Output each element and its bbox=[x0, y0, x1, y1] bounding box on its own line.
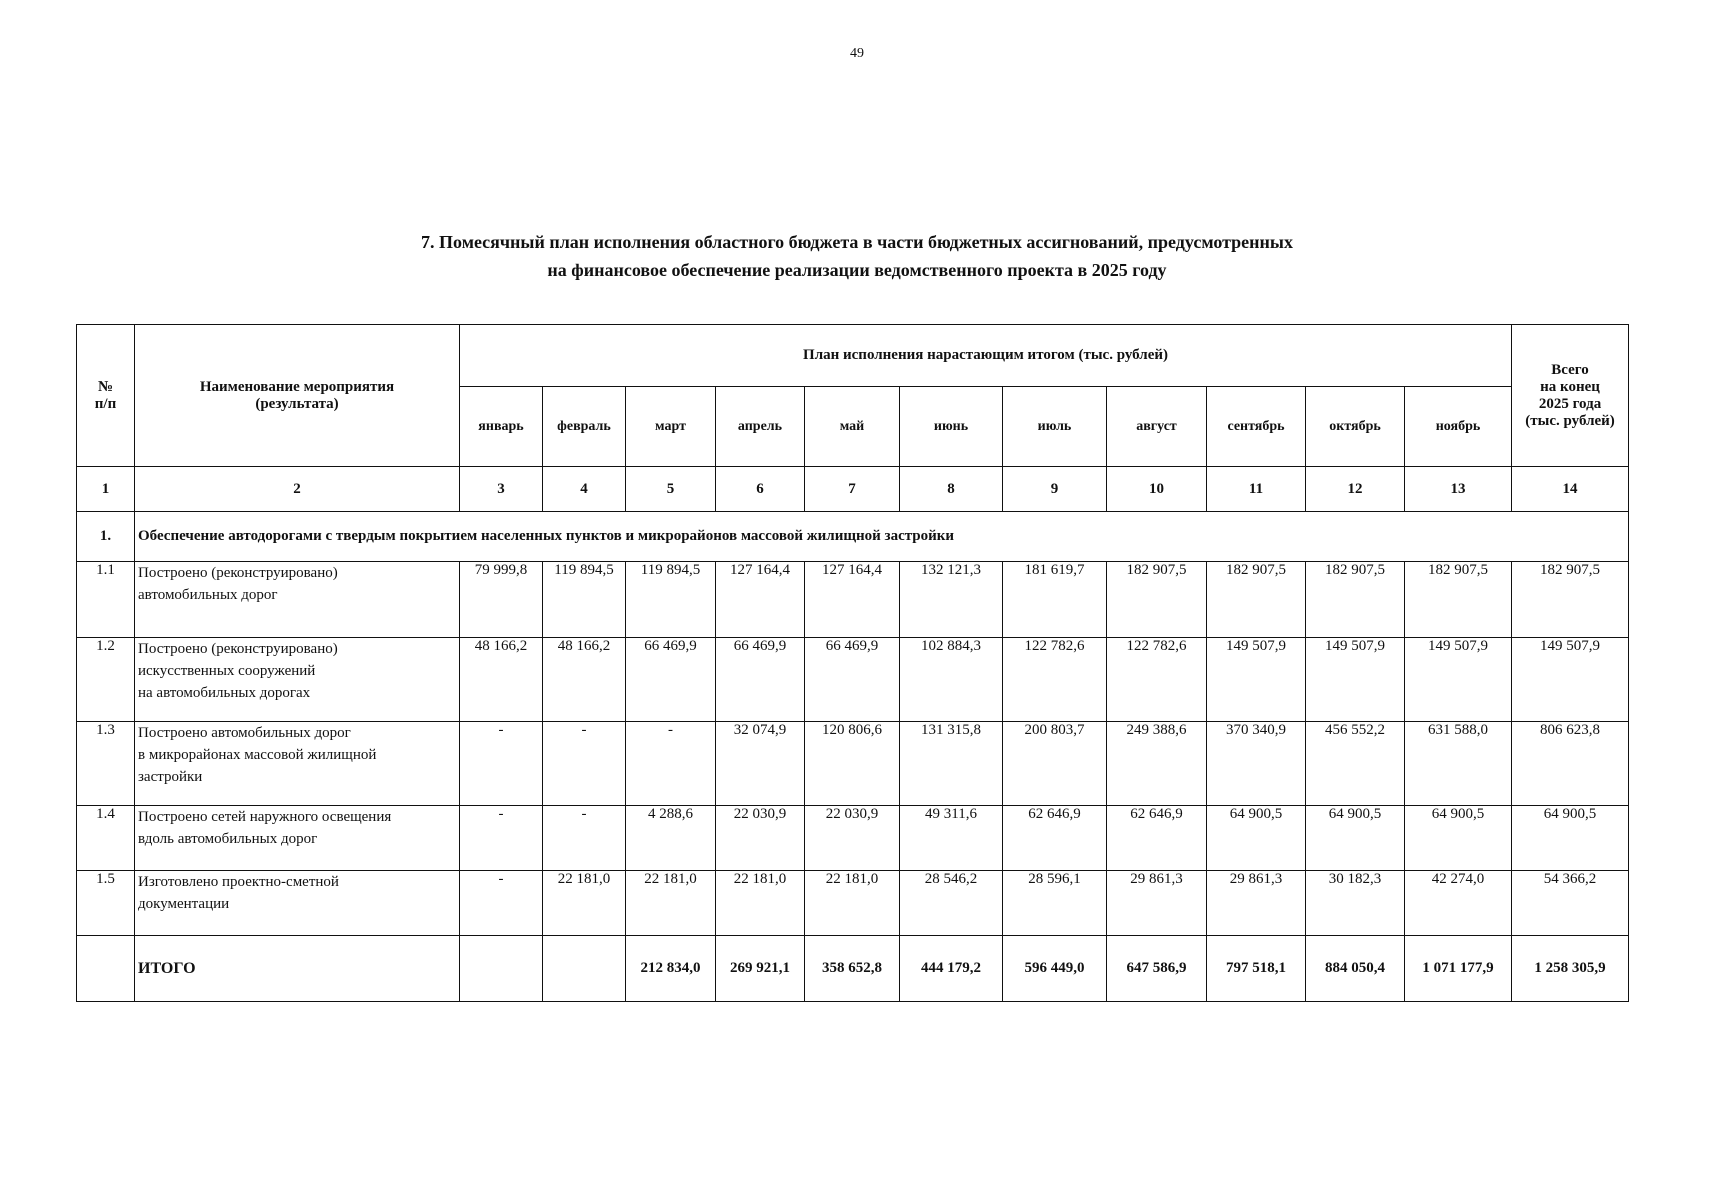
value-cell: 182 907,5 bbox=[1405, 562, 1512, 638]
value-cell: 48 166,2 bbox=[460, 638, 543, 722]
value-cell: 119 894,5 bbox=[543, 562, 626, 638]
value-cell: 66 469,9 bbox=[805, 638, 900, 722]
column-number: 13 bbox=[1405, 467, 1512, 512]
value-cell: - bbox=[460, 871, 543, 936]
value-cell: 62 646,9 bbox=[1003, 806, 1107, 871]
column-number: 5 bbox=[626, 467, 716, 512]
col-header-total: Всего на конец 2025 года (тыс. рублей) bbox=[1512, 325, 1629, 467]
column-number: 6 bbox=[716, 467, 805, 512]
total-number-cell bbox=[77, 936, 135, 1002]
col-header-plan: План исполнения нарастающим итогом (тыс. рублей) bbox=[460, 325, 1512, 387]
column-number: 11 bbox=[1207, 467, 1306, 512]
row-name: Изготовлено проектно-сметной документации bbox=[135, 871, 460, 936]
total-value: 647 586,9 bbox=[1107, 936, 1207, 1002]
value-cell: - bbox=[460, 806, 543, 871]
value-cell: 149 507,9 bbox=[1512, 638, 1629, 722]
value-cell: 149 507,9 bbox=[1306, 638, 1405, 722]
total-value: 212 834,0 bbox=[626, 936, 716, 1002]
month-header: сентябрь bbox=[1207, 387, 1306, 467]
column-number: 7 bbox=[805, 467, 900, 512]
column-number-row bbox=[77, 467, 1629, 512]
value-cell: 22 181,0 bbox=[805, 871, 900, 936]
row-name: Построено (реконструировано) искусственных сооружений на автомобильных дорогах bbox=[135, 638, 460, 722]
month-header: октябрь bbox=[1306, 387, 1405, 467]
value-cell: - bbox=[626, 722, 716, 806]
column-number: 14 bbox=[1512, 467, 1629, 512]
value-cell: 28 546,2 bbox=[900, 871, 1003, 936]
total-value bbox=[543, 936, 626, 1002]
col-header-num: № п/п bbox=[77, 325, 135, 467]
value-cell: 64 900,5 bbox=[1306, 806, 1405, 871]
value-cell: 62 646,9 bbox=[1107, 806, 1207, 871]
value-cell: 149 507,9 bbox=[1405, 638, 1512, 722]
value-cell: 4 288,6 bbox=[626, 806, 716, 871]
title-line-1: 7. Помесячный план исполнения областного бюджета в части бюджетных ассигнований, предусмотренных bbox=[421, 232, 1293, 252]
value-cell: 66 469,9 bbox=[716, 638, 805, 722]
row-number: 1.3 bbox=[77, 722, 135, 806]
month-header: июнь bbox=[900, 387, 1003, 467]
total-value: 444 179,2 bbox=[900, 936, 1003, 1002]
month-header: май bbox=[805, 387, 900, 467]
value-cell: - bbox=[460, 722, 543, 806]
value-cell: 22 030,9 bbox=[805, 806, 900, 871]
value-cell: 29 861,3 bbox=[1107, 871, 1207, 936]
row-name: Построено сетей наружного освещения вдоль автомобильных дорог bbox=[135, 806, 460, 871]
table-row bbox=[77, 638, 1629, 722]
value-cell: 32 074,9 bbox=[716, 722, 805, 806]
month-header: январь bbox=[460, 387, 543, 467]
value-cell: 127 164,4 bbox=[805, 562, 900, 638]
value-cell: 64 900,5 bbox=[1207, 806, 1306, 871]
value-cell: 66 469,9 bbox=[626, 638, 716, 722]
section-title: Обеспечение автодорогами с твердым покрытием населенных пунктов и микрорайонов массовой жилищной застройки bbox=[135, 512, 1629, 562]
total-value: 797 518,1 bbox=[1207, 936, 1306, 1002]
total-value: 884 050,4 bbox=[1306, 936, 1405, 1002]
value-cell: 22 181,0 bbox=[626, 871, 716, 936]
header-row-top bbox=[77, 325, 1629, 387]
row-number: 1.4 bbox=[77, 806, 135, 871]
column-number: 2 bbox=[135, 467, 460, 512]
value-cell: 64 900,5 bbox=[1405, 806, 1512, 871]
section-number: 1. bbox=[77, 512, 135, 562]
value-cell: 22 030,9 bbox=[716, 806, 805, 871]
row-number: 1.5 bbox=[77, 871, 135, 936]
column-number: 12 bbox=[1306, 467, 1405, 512]
month-header: июль bbox=[1003, 387, 1107, 467]
total-value: 1 071 177,9 bbox=[1405, 936, 1512, 1002]
value-cell: 122 782,6 bbox=[1107, 638, 1207, 722]
column-number: 4 bbox=[543, 467, 626, 512]
budget-table bbox=[76, 324, 1629, 1002]
title-line-2: на финансовое обеспечение реализации ведомственного проекта в 2025 году bbox=[547, 260, 1167, 280]
value-cell: - bbox=[543, 806, 626, 871]
value-cell: 122 782,6 bbox=[1003, 638, 1107, 722]
table-row bbox=[77, 562, 1629, 638]
table-row bbox=[77, 871, 1629, 936]
value-cell: 42 274,0 bbox=[1405, 871, 1512, 936]
total-value: 269 921,1 bbox=[716, 936, 805, 1002]
value-cell: 48 166,2 bbox=[543, 638, 626, 722]
value-cell: 28 596,1 bbox=[1003, 871, 1107, 936]
row-number: 1.1 bbox=[77, 562, 135, 638]
table-row bbox=[77, 806, 1629, 871]
value-cell: 149 507,9 bbox=[1207, 638, 1306, 722]
value-cell: 182 907,5 bbox=[1512, 562, 1629, 638]
value-cell: 64 900,5 bbox=[1512, 806, 1629, 871]
value-cell: 49 311,6 bbox=[900, 806, 1003, 871]
value-cell: 54 366,2 bbox=[1512, 871, 1629, 936]
page-number: 49 bbox=[850, 46, 864, 61]
total-label: ИТОГО bbox=[135, 936, 460, 1002]
row-name: Построено автомобильных дорог в микрорайонах массовой жилищной застройки bbox=[135, 722, 460, 806]
value-cell: 22 181,0 bbox=[716, 871, 805, 936]
value-cell: 102 884,3 bbox=[900, 638, 1003, 722]
value-cell: 456 552,2 bbox=[1306, 722, 1405, 806]
value-cell: 806 623,8 bbox=[1512, 722, 1629, 806]
value-cell: 181 619,7 bbox=[1003, 562, 1107, 638]
value-cell: 119 894,5 bbox=[626, 562, 716, 638]
value-cell: 200 803,7 bbox=[1003, 722, 1107, 806]
column-number: 10 bbox=[1107, 467, 1207, 512]
column-number: 9 bbox=[1003, 467, 1107, 512]
column-number: 8 bbox=[900, 467, 1003, 512]
month-header: апрель bbox=[716, 387, 805, 467]
month-header: август bbox=[1107, 387, 1207, 467]
document-title bbox=[0, 228, 1714, 284]
section-row bbox=[77, 512, 1629, 562]
total-value: 596 449,0 bbox=[1003, 936, 1107, 1002]
value-cell: - bbox=[543, 722, 626, 806]
row-name: Построено (реконструировано) автомобильных дорог bbox=[135, 562, 460, 638]
value-cell: 29 861,3 bbox=[1207, 871, 1306, 936]
column-number: 1 bbox=[77, 467, 135, 512]
total-value bbox=[460, 936, 543, 1002]
row-number: 1.2 bbox=[77, 638, 135, 722]
month-header: ноябрь bbox=[1405, 387, 1512, 467]
value-cell: 370 340,9 bbox=[1207, 722, 1306, 806]
total-row bbox=[77, 936, 1629, 1002]
value-cell: 182 907,5 bbox=[1207, 562, 1306, 638]
col-header-name: Наименование мероприятия (результата) bbox=[135, 325, 460, 467]
table-row bbox=[77, 722, 1629, 806]
value-cell: 79 999,8 bbox=[460, 562, 543, 638]
value-cell: 127 164,4 bbox=[716, 562, 805, 638]
value-cell: 631 588,0 bbox=[1405, 722, 1512, 806]
value-cell: 30 182,3 bbox=[1306, 871, 1405, 936]
total-value: 358 652,8 bbox=[805, 936, 900, 1002]
value-cell: 132 121,3 bbox=[900, 562, 1003, 638]
value-cell: 22 181,0 bbox=[543, 871, 626, 936]
value-cell: 120 806,6 bbox=[805, 722, 900, 806]
value-cell: 131 315,8 bbox=[900, 722, 1003, 806]
value-cell: 182 907,5 bbox=[1107, 562, 1207, 638]
total-value: 1 258 305,9 bbox=[1512, 936, 1629, 1002]
month-header: февраль bbox=[543, 387, 626, 467]
month-header: март bbox=[626, 387, 716, 467]
value-cell: 182 907,5 bbox=[1306, 562, 1405, 638]
column-number: 3 bbox=[460, 467, 543, 512]
value-cell: 249 388,6 bbox=[1107, 722, 1207, 806]
